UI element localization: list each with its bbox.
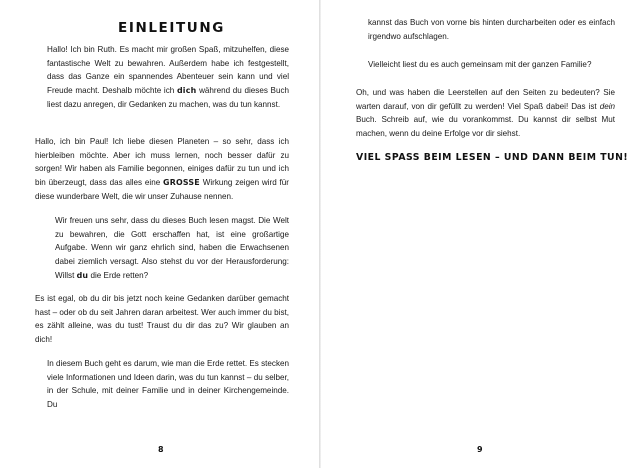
vielleicht-paragraph: Vielleicht liest du es auch gemeinsam mit der ganzen Familie? — [368, 60, 592, 69]
quote-text-1: Wir freuen uns sehr, dass du dieses Buch lesen magst. Die Welt zu bewahren, die Gott erschaffen hat, ist eine großartige Aufgabe. Wenn wir ganz ehrlich sind, haben die Erwachsenen dabei ziemlich versagt. Also stehst du vor der Herausforderung: Willst — [55, 216, 289, 280]
egal-paragraph: Es ist egal, ob du dir bis jetzt noch keine Gedanken darüber gemacht hast – oder ob du seit Jahren daran arbeitest. Wer auch immer du bist, es zählt alleine, was du tust! Traust du dir das zu? Wir glauben an dich! — [35, 294, 289, 345]
left-page — [0, 0, 319, 468]
page-number-right: 9 — [477, 445, 483, 454]
quote-paragraph — [55, 214, 289, 283]
ruth-intro-text-2: während du dieses Buch liest dazu anregen, dir Gedanken zu machen, was du tun kannst. — [47, 86, 290, 109]
continuation-paragraph: kannst das Buch von vorne bis hinten durcharbeiten oder es einfach irgendwo aufschlagen. — [368, 18, 615, 41]
leerstellen-italic-word: dein — [599, 101, 615, 111]
buch-paragraph: In diesem Buch geht es darum, wie man die Erde rettet. Es stecken viele Informationen und Ideen darin, was du tun kannst – du selber, in der Schule, mit deiner Familie und in deiner Kirchengemeinde. Du — [47, 359, 289, 410]
right-page — [321, 0, 640, 468]
page-number-left: 8 — [158, 445, 164, 454]
paul-intro-bold-word: GROSSE — [163, 178, 200, 188]
quote-bold-word: du — [76, 270, 89, 280]
ruth-intro-text-1: Hallo! Ich bin Ruth. Es macht mir großen Spaß, mitzuhelfen, diese fantastische Welt zu bewahren. Außerdem habe ich festgestellt, dass das Ganze ein spannendes Abenteuer sein kann und viel Freude macht. Deshalb möchte ich — [47, 45, 289, 96]
ruth-intro-bold-word: dich — [176, 86, 197, 96]
leerstellen-text-1: Oh, und was haben die Leerstellen auf den Seiten zu bedeuten? Sie warten darauf, von dir gefüllt zu werden! Viel Spaß dabei! Das ist — [356, 88, 615, 111]
paul-intro-paragraph — [35, 135, 289, 204]
paul-intro-text-2: Wirkung zeigen wird für diese wunderbare Welt, die wir unser Zuhause nennen. — [35, 178, 289, 201]
leerstellen-text-2: Buch. Schreib auf, wie du vorankommst. Du kannst dir selbst Mut machen, wenn du deine Erfolge vor dir siehst. — [356, 115, 615, 139]
paul-intro-text-1: Hallo, ich bin Paul! Ich liebe diesen Planeten – so sehr, dass ich hierbleiben möchte. Aber ich muss lernen, noch besser dafür zu sorgen! Wir haben als Familie begonnen, einiges dafür zu tun und ich bin überzeugt, dass das alles eine — [35, 137, 289, 188]
chapter-title: EINLEITUNG — [118, 20, 225, 36]
leerstellen-paragraph — [356, 86, 615, 141]
ruth-intro-paragraph — [47, 43, 289, 112]
closing-headline: VIEL SPASS BEIM LESEN – UND DANN BEIM TUN! — [356, 152, 629, 163]
quote-text-2: die Erde retten? — [88, 270, 149, 280]
